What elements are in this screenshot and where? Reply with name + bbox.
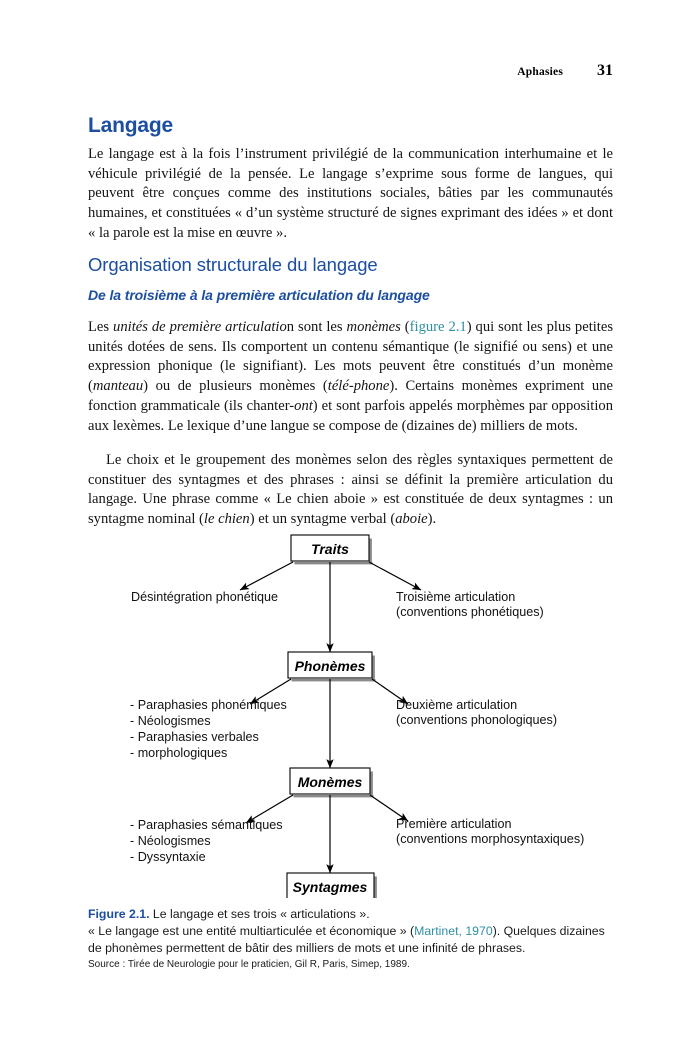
label-right-traits-line2: (conventions phonétiques): [396, 605, 544, 619]
p2-seg-e: ) ou de plusieurs monèmes (: [143, 378, 328, 395]
label-left-phonemes-line1: - Paraphasies phonémiques: [130, 698, 287, 712]
label-left-phonemes-line3: - Paraphasies verbales: [130, 730, 259, 744]
p2-seg-c: (: [400, 319, 410, 335]
label-left-monemes-line3: - Dyssyntaxie: [130, 850, 206, 864]
label-premiere-articulation: [396, 817, 584, 846]
arrow-traits-right: [369, 562, 421, 590]
node-phonemes-label: Phonèmes: [294, 658, 366, 674]
node-monemes-label: Monèmes: [297, 774, 363, 790]
label-troisieme-articulation: [396, 590, 544, 619]
figure-reference-link[interactable]: figure 2.1: [409, 319, 467, 335]
label-paraphasies-phonemiques-list: [130, 698, 287, 760]
running-head-title: Aphasies: [517, 66, 563, 78]
label-deuxieme-articulation: [396, 698, 557, 727]
label-left-traits-line1: Désintégration phonétique: [131, 590, 279, 604]
node-traits: [291, 535, 373, 565]
caption-body-a: « Le langage est une entité multiarticulée et économique » (: [88, 924, 415, 938]
paragraph-intro: [88, 145, 613, 244]
label-desintegration-phonetique: [131, 590, 278, 604]
node-syntagmes: [287, 873, 377, 898]
label-left-monemes-line1: - Paraphasies sémantiques: [130, 818, 283, 832]
caption-figure-number: Figure 2.1.: [88, 907, 150, 921]
p2-seg-g: ) et sont parfois appelés morphèmes par opposition aux lexèmes. Le lexique d’une langue se compose de (dizaines de) milliers de mots.: [88, 397, 613, 434]
p3-seg-c: ).: [427, 511, 437, 528]
p2-italic-ont: ont: [294, 397, 313, 414]
p2-seg-b: n sont les: [286, 319, 347, 335]
label-left-monemes-line2: - Néologismes: [130, 834, 211, 848]
label-right-traits-line1: Troisième articulation: [396, 590, 516, 604]
p3-seg-a: Le choix et le groupement des monèmes selon des règles syntaxiques permettent de constituer des syntagmes et des phrases : ainsi se définit la première articulation du langage. Une phrase comme « Le chien aboie » est constituée de deux syntagmes : un syntagme nominal (: [88, 452, 613, 528]
node-traits-label: Traits: [311, 541, 349, 557]
label-left-phonemes-line2: - Néologismes: [130, 714, 211, 728]
arrow-traits-left: [240, 562, 293, 590]
p3-seg-b: ) et un syntagme verbal (: [249, 511, 396, 528]
running-head: [88, 62, 613, 80]
label-right-phonemes-line2: (conventions phonologiques): [396, 713, 558, 727]
figure-caption: [88, 906, 613, 972]
label-right-monemes-line2: (conventions morphosyntaxiques): [396, 832, 585, 846]
subsubsection-heading-articulation: De la troisième à la première articulation du langage: [88, 287, 430, 303]
p3-italic-lechien: le chien: [203, 511, 250, 528]
paragraph-monemes: [88, 318, 613, 436]
caption-citation-link[interactable]: Martinet, 1970: [414, 924, 493, 938]
node-phonemes: [288, 652, 376, 682]
p2-italic-manteau: manteau: [92, 378, 144, 395]
node-syntagmes-label: Syntagmes: [292, 879, 368, 895]
p2-seg-d: ) qui sont les plus petites unités dotées de sens. Ils comportent un contenu sémantique (le signifié ou sens) et une expression phonique (le signifiant). Les mots peuvent être constitués d’un monème (: [88, 319, 614, 395]
caption-title-line: [88, 906, 613, 922]
label-right-phonemes-line1: Deuxième articulation: [396, 698, 518, 712]
caption-body: [88, 923, 613, 956]
caption-body-b: ). Quelques dizaines de phonèmes permettent de bâtir des milliers de mots et une infinité de phrases.: [88, 924, 605, 955]
p2-italic-telephone: télé-phone: [327, 378, 390, 395]
label-paraphasies-semantiques-list: [130, 818, 283, 864]
section-heading-langage: Langage: [88, 114, 173, 137]
p2-italic-monemes: monèmes: [346, 319, 401, 335]
subsection-heading-organisation: Organisation structurale du langage: [88, 254, 378, 275]
p3-italic-aboie: aboie: [395, 511, 428, 528]
caption-source: Source : Tirée de Neurologie pour le praticien, Gil R, Paris, Simep, 1989.: [88, 959, 410, 970]
page-number: 31: [597, 62, 613, 79]
p2-seg-a: Les: [88, 319, 114, 335]
node-monemes: [290, 768, 374, 798]
figure-svg-canvas: [88, 528, 613, 898]
label-left-phonemes-line4: - morphologiques: [130, 746, 228, 760]
p2-seg-f: ). Certains monèmes expriment une fonction grammaticale (ils chanter-: [88, 378, 613, 414]
p1-text: Le langage est à la fois l’instrument privilégié de la communication interhumaine et le véhicule privilégié de la pensée. Le langage s’exprime sous forme de langues, qui peuvent être conçues comme des institutions sociales, bâties par les communautés humaines, et constituées « d’un système structuré de signes exprimant des idées » et dont « la parole est la mise en œuvre ».: [88, 146, 613, 241]
paragraph-syntagmes: [88, 451, 613, 530]
figure-diagram: [88, 528, 613, 898]
p2-italic-unites: unités de première articulatio: [113, 319, 287, 335]
label-right-monemes-line1: Première articulation: [396, 817, 512, 831]
caption-title-text: Le langage et ses trois « articulations ».: [149, 907, 370, 921]
